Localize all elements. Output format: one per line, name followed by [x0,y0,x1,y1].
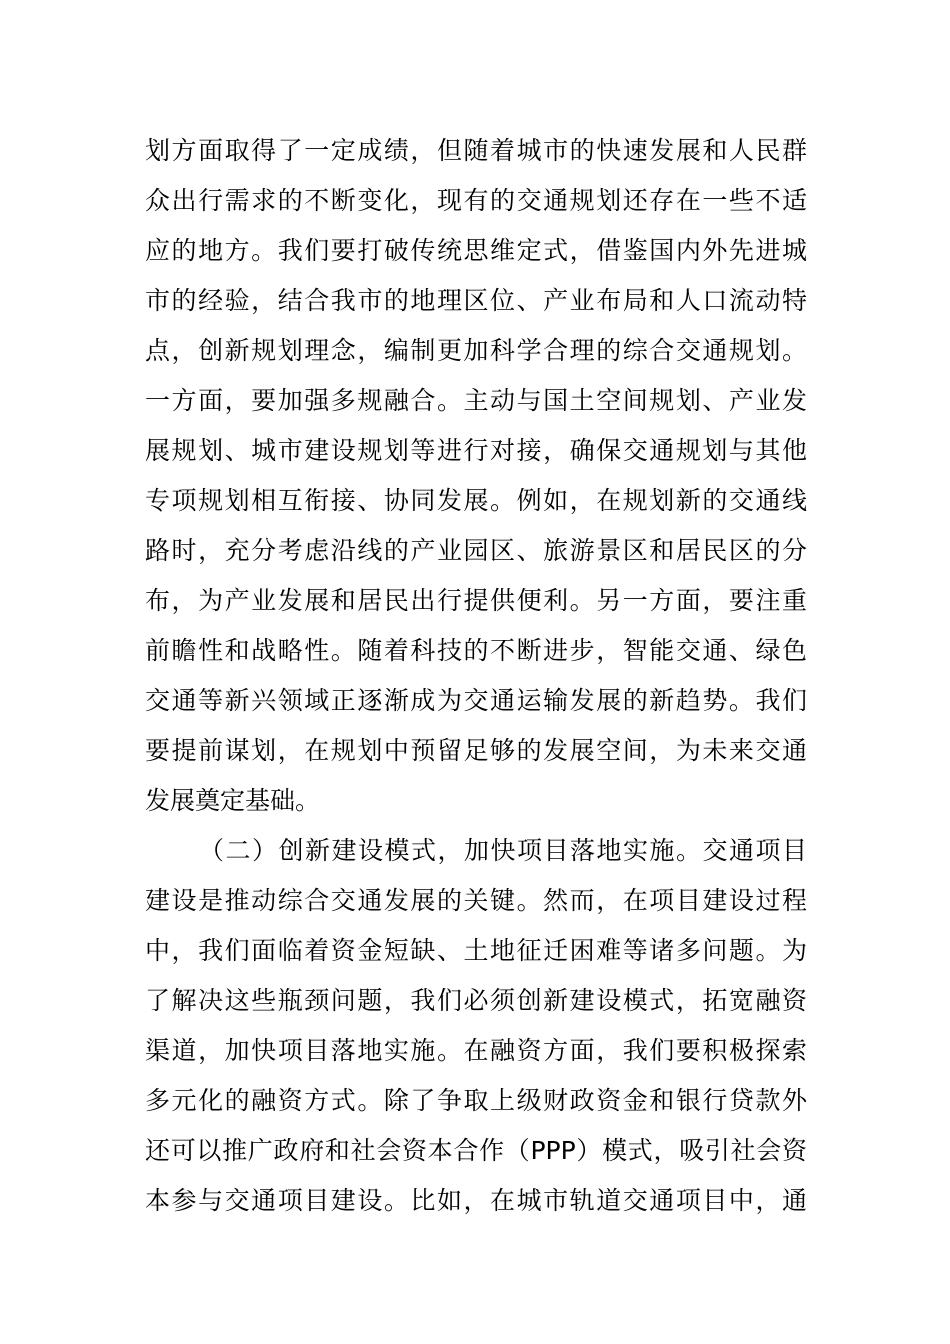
text-line-14: 发展奠定基础。 [145,786,321,815]
text-line-4: 市的经验，结合我市的地理区位、产业布局和人口流动特 [145,286,807,315]
text-line-3: 应的地方。我们要打破传统思维定式，借鉴国内外先进城 [145,236,807,265]
text-line-7: 展规划、城市建设规划等进行对接，确保交通规划与其他 [145,436,807,465]
text-line-19: 渠道，加快项目落地实施。在融资方面，我们要积极探索 [145,1036,807,1065]
text-line-17: 中，我们面临着资金短缺、土地征迁困难等诸多问题。为 [145,936,807,965]
text-line-10: 布，为产业发展和居民出行提供便利。另一方面，要注重 [145,586,807,615]
section-heading-line: （二）创新建设模式，加快项目落地实施。交通项目 [199,836,807,865]
text-line-8: 专项规划相互衔接、协同发展。例如，在规划新的交通线 [145,486,807,515]
text-line-21: 还可以推广政府和社会资本合作（PPP）模式，吸引社会资 [145,1136,807,1165]
text-line-13: 要提前谋划，在规划中预留足够的发展空间，为未来交通 [145,736,807,765]
text-line-11: 前瞻性和战略性。随着科技的不断进步，智能交通、绿色 [145,636,807,665]
text-line-20: 多元化的融资方式。除了争取上级财政资金和银行贷款外 [145,1086,807,1115]
text-line-16: 建设是推动综合交通发展的关键。然而，在项目建设过程 [145,886,807,915]
text-line-9: 路时，充分考虑沿线的产业园区、旅游景区和居民区的分 [145,536,807,565]
text-line-5: 点，创新规划理念，编制更加科学合理的综合交通规划。 [145,336,807,365]
text-line-22: 本参与交通项目建设。比如，在城市轨道交通项目中，通 [145,1186,807,1215]
text-line-6: 一方面，要加强多规融合。主动与国土空间规划、产业发 [145,386,807,415]
body-text [145,126,807,1226]
text-line-12: 交通等新兴领域正逐渐成为交通运输发展的新趋势。我们 [145,686,807,715]
text-line-1: 划方面取得了一定成绩，但随着城市的快速发展和人民群 [145,136,807,165]
text-line-2: 众出行需求的不断变化，现有的交通规划还存在一些不适 [145,186,807,215]
text-line-18: 了解决这些瓶颈问题，我们必须创新建设模式，拓宽融资 [145,986,807,1015]
